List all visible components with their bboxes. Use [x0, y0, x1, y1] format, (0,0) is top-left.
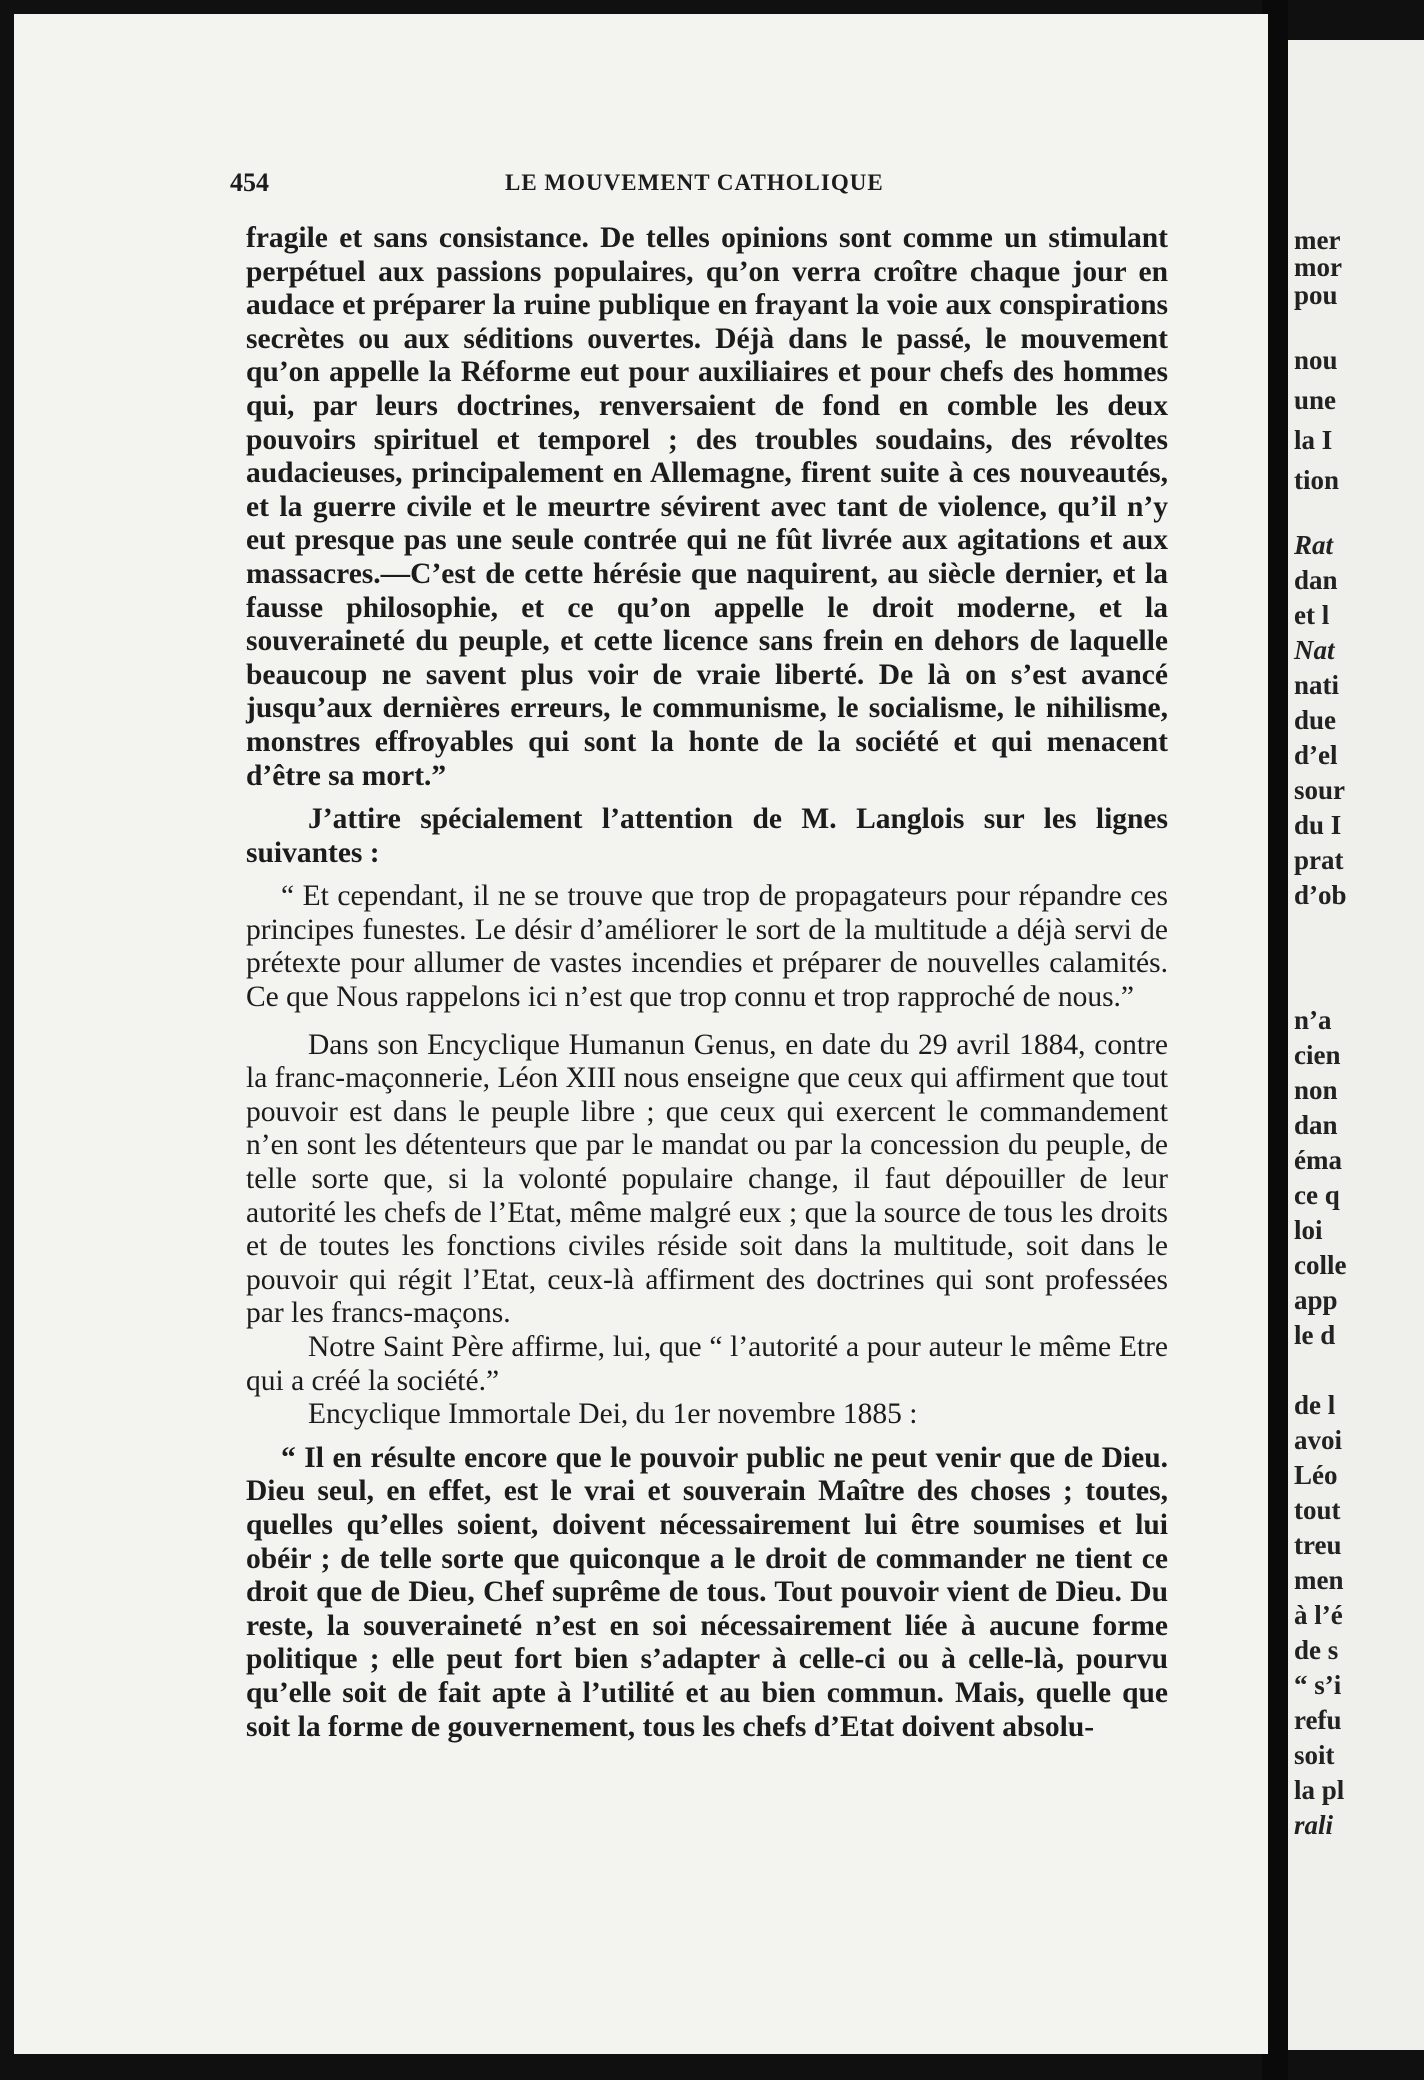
right-page-line: ce q — [1294, 1180, 1340, 1210]
right-page-line: non — [1294, 1075, 1338, 1105]
paragraph-5: Encyclique Immortale Dei, du 1er novembre 1885 : — [308, 1398, 918, 1431]
right-page-line: “ s’i — [1294, 1670, 1342, 1700]
right-page-line: sour — [1294, 775, 1346, 805]
right-page-line: mer — [1294, 225, 1341, 255]
right-page-line: app — [1294, 1285, 1338, 1315]
paragraph-3: Dans son Encyclique Humanun Genus, en date du 29 avril 1884, contre la franc-maçonnerie, Léon XIII nous enseigne que ceux qui affirment que tout pouvoir est dans le peuple libre ; que ceux qui exercent le commandement n’en sont les détenteurs que par le mandat ou par la concession du peuple, de telle sorte que, si la volonté populaire change, il faut dépouiller de leur autorité les chefs de l’Etat, même malgré eux ; que la source de tous les droits et de toutes les fonctions civiles réside soit dans la multitude, soit dans le pouvoir qui régit l’Etat, ceux-là affirment des doctrines qui sont professées par les francs-maçons. — [246, 1028, 1168, 1330]
right-page-line: et l — [1294, 600, 1330, 630]
right-page-line: pou — [1294, 280, 1338, 310]
right-page-fragment — [1288, 40, 1424, 2050]
page-body — [246, 222, 1168, 1744]
right-page-line: dan — [1294, 1110, 1338, 1140]
right-page-line: refu — [1294, 1705, 1342, 1735]
right-page-line: soit — [1294, 1740, 1335, 1770]
page-header — [230, 168, 1170, 200]
right-page-line: à l’é — [1294, 1600, 1343, 1630]
right-page-line: men — [1294, 1565, 1344, 1595]
page-number: 454 — [230, 168, 269, 197]
right-page-line: de l — [1294, 1390, 1336, 1420]
right-page-line: d’el — [1294, 740, 1338, 770]
right-page-line: dan — [1294, 565, 1338, 595]
right-page-line: Rat — [1294, 530, 1334, 560]
right-page-line: Nat — [1294, 635, 1335, 665]
right-page-line: nou — [1294, 345, 1338, 375]
right-page-line: nati — [1294, 670, 1340, 700]
right-page-line: la pl — [1294, 1775, 1345, 1805]
right-page-line: tout — [1294, 1495, 1341, 1525]
paragraph-2: J’attire spécialement l’attention de M. Langlois sur les lignes suivantes : — [246, 803, 1168, 869]
right-page-line: tion — [1294, 465, 1340, 495]
paragraph-1: fragile et sans consistance. De telles opinions sont comme un stimulant perpétuel aux passions populaires, qu’on verra croître chaque jour en audace et préparer la ruine publique en frayant la voie aux conspirations secrètes ou aux séditions ouvertes. Déjà dans le passé, le mouvement qu’on appelle la Réforme eut pour auxiliaires et pour chefs des hommes qui, par leurs doctrines, renversaient de fond en comble les deux pouvoirs spirituel et temporel ; des troubles soudains, des révoltes audacieuses, principalement en Allemagne, firent suite à ces nouveautés, et la guerre civile et le meurtre sévirent avec tant de violence, qu’il n’y eut presque pas une seule contrée qui ne fût livrée aux agitations et aux massacres.—C’est de cette hérésie que naquirent, au siècle dernier, et la fausse philosophie, et ce qu’on appelle le droit moderne, et la souveraineté du peuple, et cette licence sans frein en dehors de laquelle beaucoup ne savent plus voir de vraie liberté. De là on s’est avancé jusqu’aux dernières erreurs, le communisme, le socialisme, le nihilisme, monstres effroyables qui sont la honte de la société et qui menacent d’être sa mort.” — [246, 222, 1168, 792]
right-page-line: colle — [1294, 1250, 1347, 1280]
right-page-line: la I — [1294, 425, 1333, 455]
right-page-line: rali — [1294, 1810, 1334, 1840]
right-page-line: mor — [1294, 252, 1342, 282]
right-page-line: n’a — [1294, 1005, 1332, 1035]
right-page-line: éma — [1294, 1145, 1342, 1175]
right-page-line: loi — [1294, 1215, 1323, 1245]
right-page-line: de s — [1294, 1635, 1339, 1665]
right-page-line: avoi — [1294, 1425, 1343, 1455]
right-page-line: due — [1294, 705, 1337, 735]
right-page-line: le d — [1294, 1320, 1336, 1350]
right-page-line: du I — [1294, 810, 1342, 840]
running-title: LE MOUVEMENT CATHOLIQUE — [505, 170, 884, 195]
paragraph-4: Notre Saint Père affirme, lui, que “ l’autorité a pour auteur le même Etre qui a créé la société.” — [246, 1331, 1168, 1397]
right-page-line: treu — [1294, 1530, 1342, 1560]
right-page-line: prat — [1294, 845, 1344, 875]
right-page-line: cien — [1294, 1040, 1341, 1070]
right-page-line: une — [1294, 385, 1337, 415]
left-page — [14, 14, 1268, 2054]
quote-2: “ Il en résulte encore que le pouvoir public ne peut venir que de Dieu. Dieu seul, en effet, est le vrai et souverain Maître des choses ; toutes, quelles qu’elles soient, doivent nécessairement lui être soumises et lui obéir ; de telle sorte que quiconque a le droit de commander ne tient ce droit que de Dieu, Chef suprême de tous. Tout pouvoir vient de Dieu. Du reste, la souveraineté n’est en soi nécessairement liée à aucune forme politique ; elle peut fort bien s’adapter à celle-ci ou à celle-là, pourvu qu’elle soit de fait apte à l’utilité et au bien commun. Mais, quelle que soit la forme de gouvernement, tous les chefs d’Etat doivent absolu- — [246, 1441, 1168, 1743]
right-page-line: Léo — [1294, 1460, 1338, 1490]
right-page-line: d’ob — [1294, 880, 1347, 910]
quote-1: “ Et cependant, il ne se trouve que trop de propagateurs pour répandre ces principes funestes. Le désir d’améliorer le sort de la multitude a déjà servi de prétexte pour allumer de vastes incendies et préparer de nouvelles calamités. Ce que Nous rappelons ici n’est que trop connu et trop rapproché de nous.” — [246, 880, 1168, 1014]
